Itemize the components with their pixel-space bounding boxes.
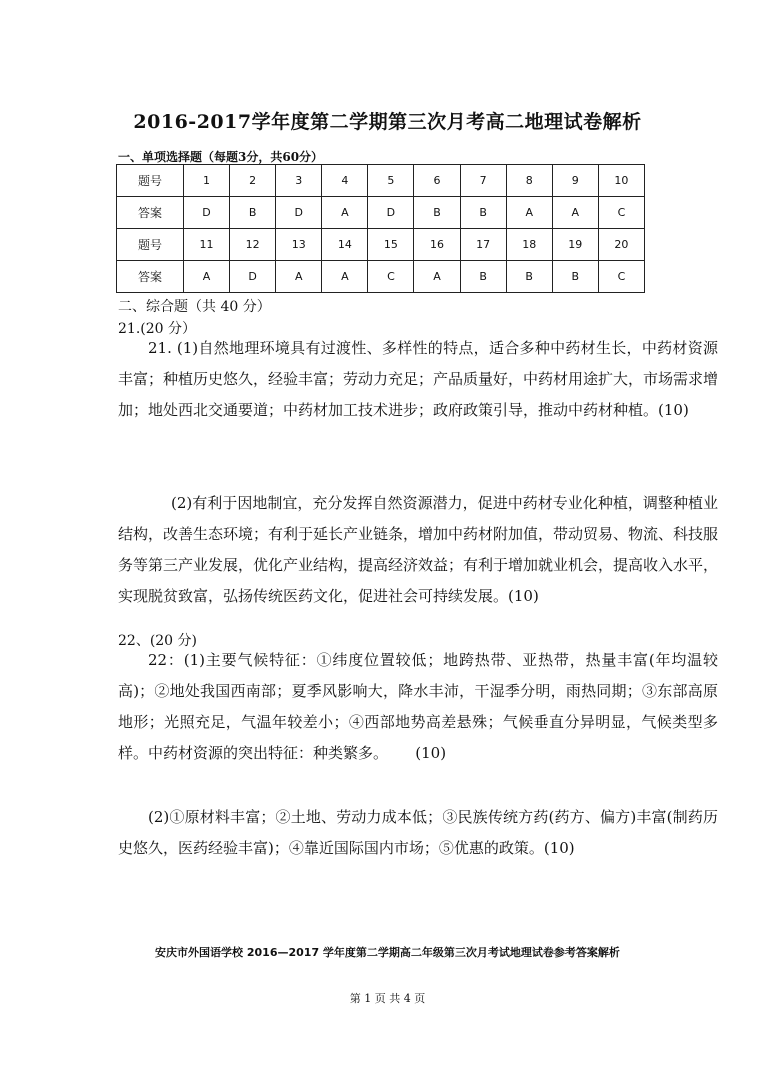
answer-table-cell: 4: [322, 165, 368, 197]
question-22-part-2: (2)①原材料丰富；②土地、劳动力成本低；③民族传统方药(药方、偏方)丰富(制药历史悠久，医药经验丰富)；④靠近国际国内市场；⑤优惠的政策。(10): [118, 808, 718, 857]
answer-table-cell: 15: [368, 229, 414, 261]
answer-table-cell: 18: [506, 229, 552, 261]
answer-table-cell: 1: [184, 165, 230, 197]
answer-table-cell: 6: [414, 165, 460, 197]
answer-table-cell: B: [552, 261, 598, 293]
question-21-part-2: (2)有利于因地制宜，充分发挥自然资源潜力，促进中药材专业化种植，调整种植业结构，改善生态环境；有利于延长产业链条，增加中药材附加值，带动贸易、物流、科技服务等第三产业发展，优化产业结构，提高经济效益；有利于增加就业机会，提高收入水平，实现脱贫致富，弘扬传统医药文化，促进社会可持续发展。(10): [118, 494, 719, 605]
answer-table-cell: C: [598, 197, 644, 229]
question-22-label: 22、(20 分): [118, 633, 198, 649]
answer-table-cell: 9: [552, 165, 598, 197]
section-2-heading: 二、综合题（共 40 分）: [118, 299, 271, 315]
answer-table-cell: A: [184, 261, 230, 293]
answer-table-cell: A: [276, 261, 322, 293]
footer-school-line: 安庆市外国语学校 2016—2017 学年度第二学期高二年级第三次月考试地理试卷参考答案解析: [155, 946, 620, 959]
question-21-label: 21.(20 分）: [118, 321, 196, 337]
answer-table-cell: A: [552, 197, 598, 229]
answer-table-cell: B: [460, 261, 506, 293]
answer-table-row-header: 题号: [117, 165, 184, 197]
answer-table-cell: A: [322, 197, 368, 229]
answer-table-cell: B: [506, 261, 552, 293]
page-title: 2016-2017学年度第二学期第三次月考高二地理试卷解析: [133, 111, 642, 133]
answer-table-cell: 12: [230, 229, 276, 261]
answer-table-cell: B: [230, 197, 276, 229]
answer-table-cell: 11: [184, 229, 230, 261]
answer-table-row-header: 答案: [117, 261, 184, 293]
answer-table-cell: 20: [598, 229, 644, 261]
question-22-part-1: 22：(1)主要气候特征：①纬度位置较低；地跨热带、亚热带，热量丰富(年均温较高)；②地处我国西南部；夏季风影响大，降水丰沛，干湿季分明，雨热同期；③东部高原地形；光照充足，气温年较差小；④西部地势高差悬殊；气候垂直分异明显，气候类型多样。中药材资源的突出特征：种类繁多。 (10): [118, 651, 718, 762]
answer-table-row: [117, 229, 645, 261]
answer-table-row-header: 题号: [117, 229, 184, 261]
answer-table-cell: D: [230, 261, 276, 293]
answer-table-cell: A: [322, 261, 368, 293]
page-number: 第 1 页 共 4 页: [349, 992, 426, 1005]
answer-table: [116, 164, 645, 293]
answer-table-cell: D: [184, 197, 230, 229]
answer-table-cell: 7: [460, 165, 506, 197]
answer-table-cell: A: [506, 197, 552, 229]
answer-table-cell: D: [368, 197, 414, 229]
answer-table-cell: 14: [322, 229, 368, 261]
answer-table-cell: 13: [276, 229, 322, 261]
answer-table-cell: D: [276, 197, 322, 229]
answer-table-cell: 3: [276, 165, 322, 197]
question-21-part-1: 21. (1)自然地理环境具有过渡性、多样性的特点，适合多种中药材生长，中药材资源丰富；种植历史悠久，经验丰富；劳动力充足；产品质量好，中药材用途扩大，市场需求增加；地处西北交通要道；中药材加工技术进步；政府政策引导，推动中药材种植。(10): [118, 339, 719, 419]
answer-table-row: [117, 197, 645, 229]
answer-table-cell: 19: [552, 229, 598, 261]
answer-table-cell: B: [414, 197, 460, 229]
answer-table-cell: 10: [598, 165, 644, 197]
answer-table-cell: 5: [368, 165, 414, 197]
answer-table-cell: B: [460, 197, 506, 229]
answer-table-cell: C: [368, 261, 414, 293]
answer-table-cell: 16: [414, 229, 460, 261]
answer-table-row: [117, 261, 645, 293]
answer-table-row: [117, 165, 645, 197]
answer-table-cell: 2: [230, 165, 276, 197]
section-1-heading: 一、单项选择题（每题3分，共60分）: [118, 150, 324, 164]
answer-table-cell: C: [598, 261, 644, 293]
answer-table-cell: A: [414, 261, 460, 293]
answer-table-cell: 8: [506, 165, 552, 197]
answer-table-cell: 17: [460, 229, 506, 261]
answer-table-row-header: 答案: [117, 197, 184, 229]
